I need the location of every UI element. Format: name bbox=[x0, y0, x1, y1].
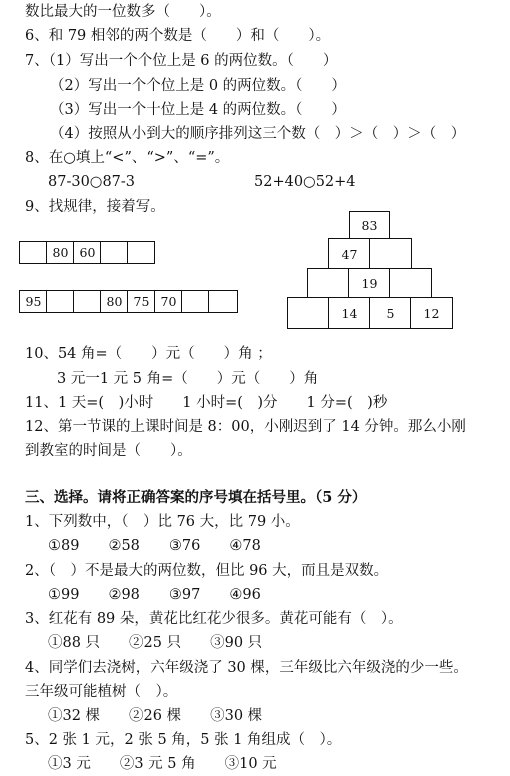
seq2-cell bbox=[46, 290, 75, 313]
pyramid-cell bbox=[389, 268, 432, 299]
question-6: 6、和 79 相邻的两个数是（ ）和（ ）。 bbox=[25, 28, 331, 44]
pyramid-cell bbox=[287, 297, 330, 329]
seq2-cell: 80 bbox=[100, 290, 129, 313]
question-11: 11、1 天=( )小时 1 小时=( )分 1 分=( )秒 bbox=[25, 395, 388, 411]
choice-5: 5、2 张 1 元，2 张 5 角，5 张 1 角组成（ ）。 bbox=[25, 732, 342, 748]
choice-1: 1、下列数中，（ ）比 76 大，比 79 小。 bbox=[25, 514, 300, 530]
pyramid-cell: 47 bbox=[328, 238, 371, 270]
question-7-3: （3）写出一个十位上是 4 的两位数。（ ） bbox=[50, 102, 346, 118]
choice-3-options: ①88 只 ②25 只 ③90 只 bbox=[48, 635, 263, 651]
pyramid-top: 83 bbox=[349, 211, 390, 240]
question-8-expr-b: 52+40○52+4 bbox=[254, 174, 356, 190]
seq2-cell bbox=[208, 290, 238, 313]
seq1-cell bbox=[19, 241, 48, 264]
choice-5-options: ①3 元 ②3 元 5 角 ③10 元 bbox=[48, 756, 277, 772]
question-7-1: 7、（1）写出一个个位上是 6 的两位数。（ ） bbox=[25, 53, 338, 69]
choice-4-options: ①32 棵 ②26 棵 ③30 棵 bbox=[48, 708, 263, 724]
question-12: 12、第一节课的上课时间是 8：00，小刚迟到了 14 分钟。那么小刚 bbox=[25, 419, 466, 435]
section-3-heading: 三、选择。请将正确答案的序号填在括号里。（5 分） bbox=[25, 489, 367, 506]
pyramid-cell: 12 bbox=[410, 297, 453, 329]
pyramid-cell bbox=[369, 238, 412, 270]
seq1-cell bbox=[127, 241, 155, 264]
seq2-cell: 95 bbox=[19, 290, 48, 313]
question-12-b: 到教室的时间是（ ）。 bbox=[25, 443, 192, 459]
choice-2-options: ①99 ②98 ③97 ④96 bbox=[48, 587, 261, 603]
question-8: 8、在○填上“<”、“>”、“=”。 bbox=[25, 150, 230, 166]
choice-3: 3、红花有 89 朵，黄花比红花少很多。黄花可能有（ ）。 bbox=[25, 611, 403, 627]
choice-4: 4、同学们去浇树，六年级浇了 30 棵，三年级比六年级浇的少一些。 bbox=[25, 660, 468, 676]
choice-1-options: ①89 ②58 ③76 ④78 bbox=[48, 538, 261, 554]
pyramid-cell: 14 bbox=[328, 297, 371, 329]
pyramid-cell bbox=[307, 268, 350, 299]
seq1-cell bbox=[100, 241, 129, 264]
line-prev-question-tail: 数比最大的一位数多（ ）。 bbox=[25, 4, 221, 20]
pyramid-cell: 5 bbox=[369, 297, 412, 329]
seq2-cell: 70 bbox=[154, 290, 183, 313]
question-10: 10、54 角=（ ）元（ ）角 ； bbox=[25, 346, 272, 362]
question-7-4: （4）按照从小到大的顺序排列这三个数（ ）＞（ ）＞（ ） bbox=[50, 126, 466, 142]
choice-2: 2、（ ）不是最大的两位数，但比 96 大，而且是双数。 bbox=[25, 563, 389, 579]
question-10-b: 3 元一1 元 5 角=（ ）元（ ）角 bbox=[57, 371, 319, 387]
pyramid-cell: 19 bbox=[348, 268, 391, 299]
question-8-expr-a: 87-30○87-3 bbox=[48, 174, 136, 190]
seq2-cell bbox=[181, 290, 210, 313]
question-9: 9、找规律，接着写。 bbox=[25, 199, 165, 215]
choice-4-b: 三年级可能植树（ ）。 bbox=[25, 684, 178, 700]
seq1-cell: 80 bbox=[46, 241, 75, 264]
seq2-cell bbox=[73, 290, 102, 313]
seq1-cell: 60 bbox=[73, 241, 102, 264]
question-7-2: （2）写出一个个位上是 0 的两位数。（ ） bbox=[50, 78, 346, 94]
seq2-cell: 75 bbox=[127, 290, 156, 313]
